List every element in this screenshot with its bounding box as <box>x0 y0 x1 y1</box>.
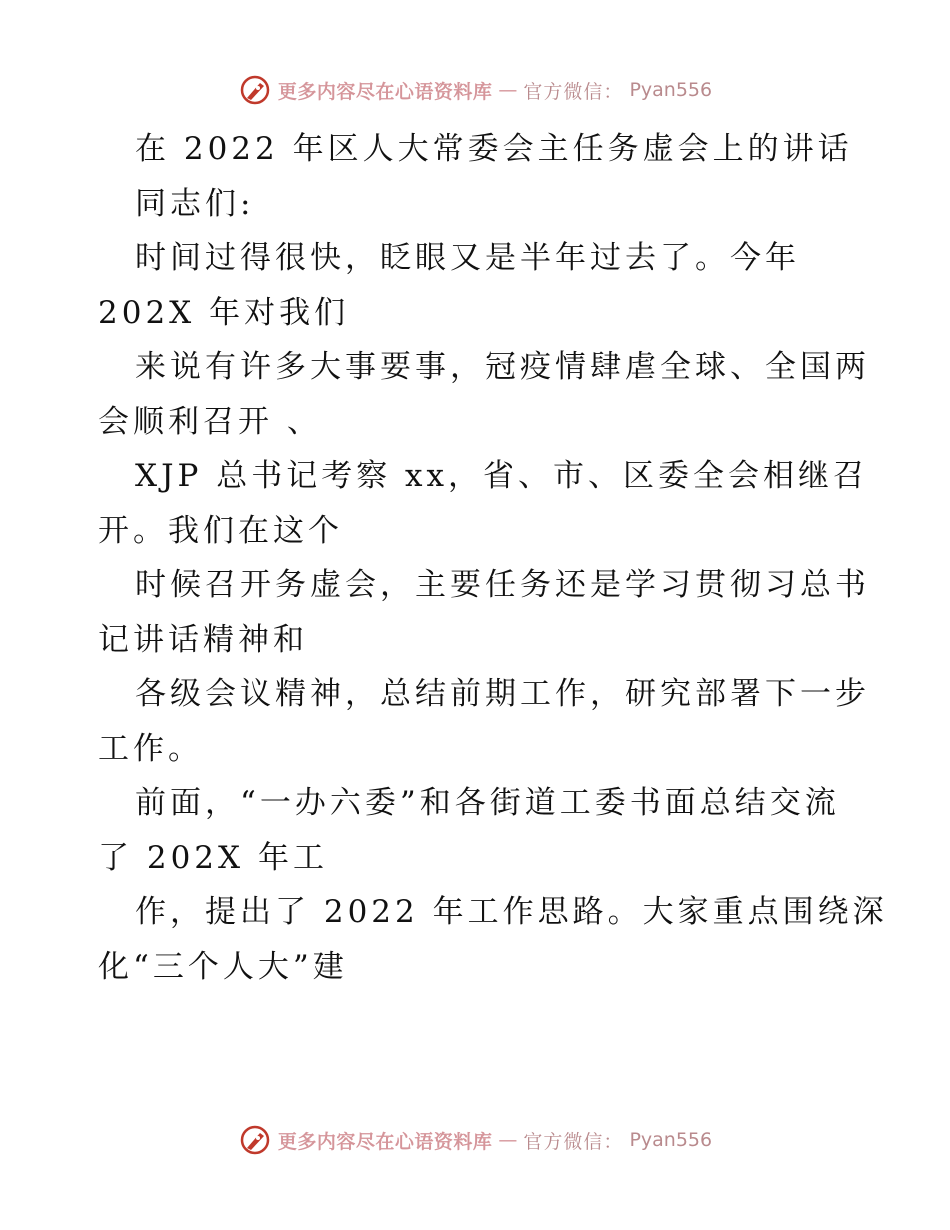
paragraph-line: 前面，“一办六委”和各街道工委书面总结交流 <box>135 785 840 821</box>
document-body <box>98 122 888 994</box>
paragraph-line: 了 202X 年工 <box>98 839 328 876</box>
pen-nib-logo-icon <box>238 1123 272 1157</box>
watermark-wechat-label: 官方微信： <box>523 80 624 103</box>
paragraph-line: 时间过得很快，眨眼又是半年过去了。今年 <box>135 240 800 276</box>
footer-watermark <box>0 1120 950 1160</box>
paragraph-line: 作，提出了 2022 年工作思路。大家重点围绕深 <box>135 894 888 930</box>
paragraph-line: 时候召开务虚会，主要任务还是学习贯彻习总书 <box>135 567 870 603</box>
watermark-wechat-id: Pyan556 <box>629 79 713 101</box>
paragraph-line: 记讲话精神和 <box>98 621 308 658</box>
paragraph-line: 202X 年对我们 <box>98 294 350 331</box>
paragraph-line: 开。我们在这个 <box>98 512 343 549</box>
paragraph-line: 各级会议精神，总结前期工作，研究部署下一步 <box>135 676 870 712</box>
paragraph-line: 来说有许多大事要事，冠疫情肆虐全球、全国两 <box>135 349 870 385</box>
paragraph-line: 会顺利召开 、 <box>98 403 322 440</box>
watermark-wechat-label: 官方微信： <box>523 1130 624 1153</box>
watermark-text: 更多内容尽在心语资料库 <box>277 1130 493 1153</box>
watermark-wechat-id: Pyan556 <box>629 1129 713 1151</box>
paragraph-line: 化“三个人大”建 <box>98 948 348 985</box>
watermark-text: 更多内容尽在心语资料库 <box>277 80 493 103</box>
document-title: 在 2022 年区人大常委会主任务虚会上的讲话 <box>135 131 853 167</box>
paragraph-line: 工作。 <box>98 730 203 767</box>
watermark-separator: — <box>498 79 518 101</box>
paragraph-line: XJP 总书记考察 xx，省、市、区委全会相继召 <box>135 458 869 494</box>
watermark-separator: — <box>498 1129 518 1151</box>
pen-nib-logo-icon <box>238 73 272 107</box>
salutation: 同志们: <box>135 185 255 222</box>
header-watermark <box>0 70 950 110</box>
